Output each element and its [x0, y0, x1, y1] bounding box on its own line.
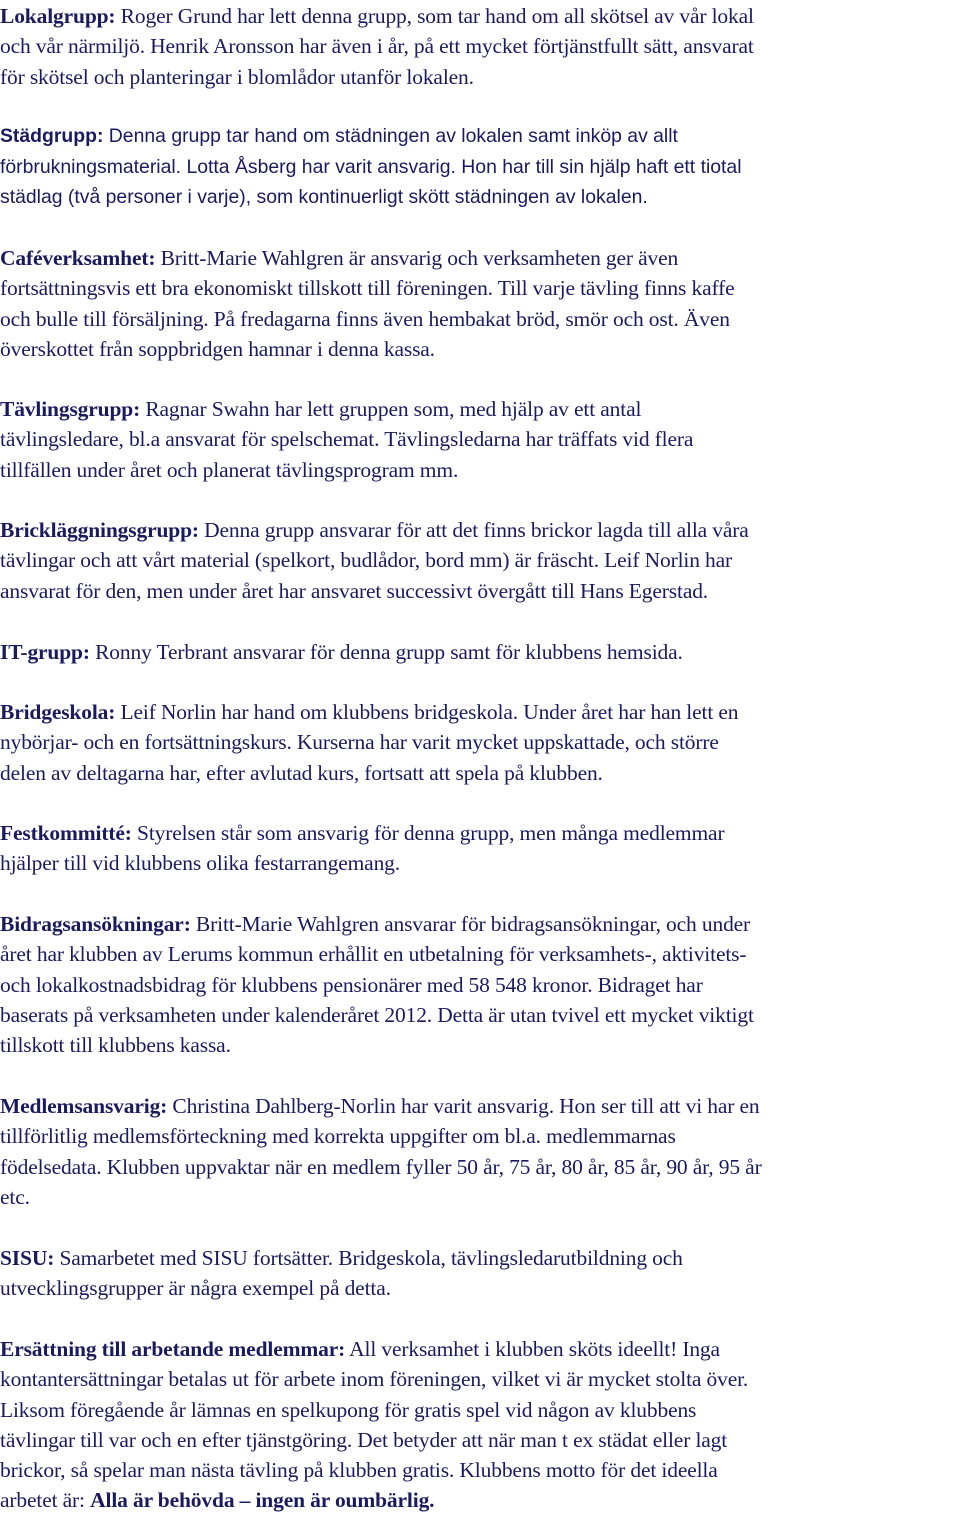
paragraph-sisu: SISU: Samarbetet med SISU fortsätter. Bridgeskola, tävlingsledarutbildning och utvecklingsgrupper är några exempel på detta.	[0, 1246, 683, 1301]
heading-bricklaggningsgrupp: Brickläggningsgrupp:	[0, 518, 199, 542]
paragraph-festkommitte: Festkommitté: Styrelsen står som ansvarig för denna grupp, men många medlemmar hjälper till vid klubbens olika festarrangemang.	[0, 821, 725, 876]
heading-bidragsansokningar: Bidragsansökningar:	[0, 912, 191, 936]
heading-ersattning: Ersättning till arbetande medlemmar:	[0, 1337, 346, 1361]
heading-bridgeskola: Bridgeskola:	[0, 700, 116, 724]
heading-tavlingsgrupp: Tävlingsgrupp:	[0, 397, 141, 421]
paragraph-bricklaggningsgrupp: Brickläggningsgrupp: Denna grupp ansvarar för att det finns brickor lagda till alla våra tävlingar och att vårt material (spelkort, budlådor, bord mm) är fräscht. Leif Norlin har ansvarat för den, men under året har ansvaret successivt övergått till Hans Egerstad.	[0, 518, 749, 603]
paragraph-bidragsansokningar: Bidragsansökningar: Britt-Marie Wahlgren ansvarar för bidragsansökningar, och under året har klubben av Lerums kommun erhållit en utbetalning för verksamhets-, aktivitets- och lokalkostnadsbidrag för klubbens pensionärer med 58 548 kronor. Bidraget har baserats på verksamheten under kalenderåret 2012. Detta är utan tvivel ett mycket viktigt tillskott till klubbens kassa.	[0, 912, 754, 1058]
club-motto: Alla är behövda – ingen är oumbärlig.	[90, 1488, 435, 1513]
paragraph-tavlingsgrupp: Tävlingsgrupp: Ragnar Swahn har lett gruppen som, med hjälp av ett antal tävlingsledare, bl.a ansvarat för spelschemat. Tävlingsledarna har träffats vid flera tillfällen under året och planerat tävlingsprogram mm.	[0, 397, 694, 482]
heading-stadgrupp: Städgrupp:	[0, 125, 104, 147]
paragraph-ersattning: Ersättning till arbetande medlemmar: All verksamhet i klubben sköts ideellt! Inga kontantersättningar betalas ut för arbete inom föreningen, vilket vi är mycket stolta över. Liksom föregående år lämnas en spelkupong för gratis spel vid någon av klubbens tävlingar till var och en efter tjänstgöring. Det betyder att när man t ex städat eller lagt brickor, så spelar man nästa tävling på klubben gratis. Klubbens motto för det ideella arbetet är: Alla är behövda – ingen är oumbärlig.	[0, 1337, 749, 1513]
heading-medlemsansvarig: Medlemsansvarig:	[0, 1094, 168, 1118]
heading-sisu: SISU:	[0, 1246, 55, 1270]
paragraph-cafeverksamhet: Caféverksamhet: Britt-Marie Wahlgren är ansvarig och verksamheten ger även fortsättningsvis ett bra ekonomiskt tillskott till föreningen. Till varje tävling finns kaffe och bulle till försäljning. På fredagarna finns även hembakat bröd, smör och ost. Även överskottet från soppbridgen hamnar i denna kassa.	[0, 246, 735, 361]
paragraph-medlemsansvarig: Medlemsansvarig: Christina Dahlberg-Norlin har varit ansvarig. Hon ser till att vi har en tillförlitlig medlemsförteckning med korrekta uppgifter om bl.a. medlemmarnas födelsedata. Klubben uppvaktar när en medlem fyller 50 år, 75 år, 80 år, 85 år, 90 år, 95 år etc.	[0, 1094, 762, 1209]
heading-lokalgrupp: Lokalgrupp:	[0, 4, 116, 28]
heading-festkommitte: Festkommitté:	[0, 821, 132, 845]
heading-cafeverksamhet: Caféverksamhet:	[0, 246, 156, 270]
paragraph-stadgrupp: Städgrupp: Denna grupp tar hand om städningen av lokalen samt inköp av allt förbrukningsmaterial. Lotta Åsberg har varit ansvarig. Hon har till sin hjälp haft ett tiotal städlag (två personer i varje), som kontinuerligt skött städningen av lokalen.	[0, 125, 742, 208]
paragraph-lokalgrupp: Lokalgrupp: Roger Grund har lett denna grupp, som tar hand om all skötsel av vår lokal och vår närmiljö. Henrik Aronsson har även i år, på ett mycket förtjänstfullt sätt, ansvarat för skötsel och planteringar i blomlådor utanför lokalen.	[0, 4, 754, 89]
heading-it-grupp: IT-grupp:	[0, 640, 90, 664]
paragraph-bridgeskola: Bridgeskola: Leif Norlin har hand om klubbens bridgeskola. Under året har han lett en nybörjar- och en fortsättningskurs. Kurserna har varit mycket uppskattade, och större delen av deltagarna har, efter avlutad kurs, fortsatt att spela på klubben.	[0, 700, 739, 785]
paragraph-it-grupp: IT-grupp: Ronny Terbrant ansvarar för denna grupp samt för klubbens hemsida.	[0, 640, 683, 664]
